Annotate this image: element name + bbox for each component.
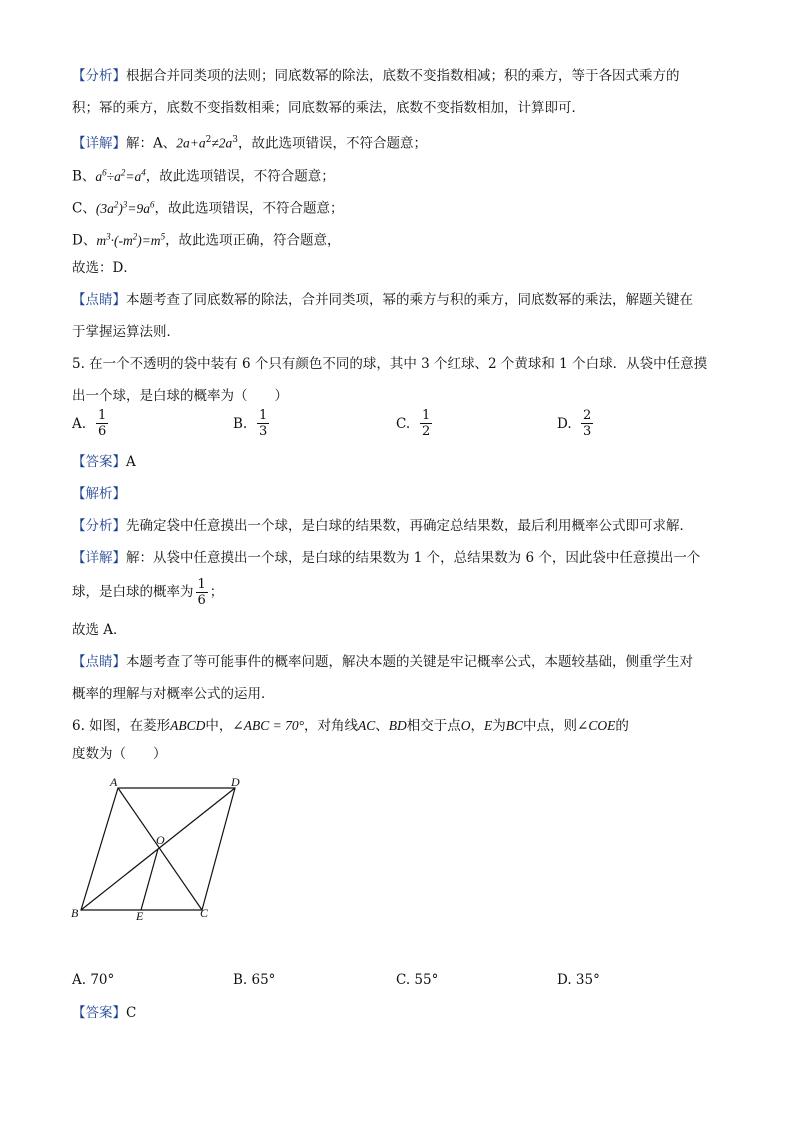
math-expr-a2: ≠2a	[211, 135, 233, 151]
q6-text: 相交于点	[406, 718, 461, 734]
segment-oe	[141, 849, 158, 910]
option-label: B.	[233, 415, 248, 432]
option-b-label: B、	[72, 168, 96, 185]
q6-math: E	[484, 718, 493, 733]
q6-stem-cont: 度数为（ ）	[72, 746, 167, 762]
choose-d: 故选：D．	[72, 260, 137, 276]
label-b: B	[71, 906, 79, 920]
q6-answer	[72, 1003, 136, 1023]
analysis-text-cont: 积；幂的乘方，底数不变指数相乘；同底数幂的乘法，底数不变指数相加，计算即可．	[72, 100, 585, 116]
detail-line-d	[72, 226, 341, 251]
xiangjie-text: 解：从袋中任意摸出一个球，是白球的结果数为 1 个，总结果数为 6 个，因此袋中任意摸出一个	[126, 550, 701, 566]
q5-choose: 故选 A．	[72, 622, 127, 638]
q5-option-a	[72, 408, 110, 439]
q5-xiangjie-cont	[72, 574, 223, 610]
q6-math: ∠ABC = 70°	[232, 718, 304, 733]
detail-d-rest: ，故此选项正确，符合题意，	[165, 232, 341, 249]
xiangjie-tag: 【详解】	[72, 550, 126, 566]
q6-option-d: D. 35°	[557, 972, 600, 988]
analysis-tag: 【解析】	[72, 486, 126, 502]
fenxi-text: 先确定袋中任意摸出一个球，是白球的结果数，再确定总结果数，最后利用概率公式即可求解．	[126, 518, 693, 534]
denominator: 3	[259, 424, 268, 439]
dianjing-tag: 【点睛】	[72, 654, 126, 670]
denominator: 2	[422, 424, 431, 439]
detail-line-b	[72, 162, 335, 187]
fraction	[257, 408, 269, 439]
fraction	[196, 577, 208, 608]
answer-value: A	[126, 454, 136, 470]
comment-text: 本题考查了同底数幂的除法，合并同类项，幂的乘方与积的乘方，同底数幂的乘法，解题关键在	[126, 292, 693, 308]
q6-math: BC	[505, 718, 524, 733]
detail-c-rest: ，故此选项错误，不符合题意；	[154, 200, 344, 217]
denominator: 6	[197, 593, 206, 608]
detail-line-a	[72, 130, 427, 154]
punct: ；	[209, 584, 224, 600]
q6-text: ，	[470, 718, 485, 734]
answer-value: C	[126, 1005, 137, 1021]
label-d: D	[231, 775, 240, 789]
numerator: 1	[422, 408, 431, 423]
q5-dianjing	[72, 652, 693, 672]
q6-option-a: A. 70°	[72, 972, 115, 988]
detail-tag: 【详解】	[72, 135, 126, 152]
label-o: O	[156, 833, 165, 847]
q6-option-b: B. 65°	[233, 972, 276, 988]
q5-analysis-tag	[72, 484, 126, 504]
numerator: 1	[98, 408, 107, 423]
q5-xiangjie	[72, 548, 700, 568]
option-label: C.	[396, 415, 411, 432]
dianjing-text: 本题考查了等可能事件的概率问题，解决本题的关键是牢记概率公式，本题较基础，侧重学生对	[126, 654, 693, 670]
answer-tag: 【答案】	[72, 1005, 126, 1021]
detail-rest: ，故此选项错误，不符合题意；	[238, 135, 428, 152]
q6-text: 为	[492, 718, 506, 734]
label-a: A	[110, 775, 118, 789]
q6-stem	[72, 716, 629, 736]
q5-option-d	[557, 408, 595, 439]
q5-option-c	[396, 408, 434, 439]
analysis-tag: 【分析】	[72, 68, 126, 84]
comment-paragraph	[72, 290, 693, 310]
q6-math: BD	[388, 718, 407, 733]
q6-text: 中，	[205, 718, 233, 734]
analysis-paragraph	[72, 66, 680, 86]
label-c: C	[200, 906, 209, 920]
analysis-text: 根据合并同类项的法则；同底数幂的除法，底数不变指数相减；积的乘方，等于各因式乘方的	[126, 68, 680, 84]
q6-math: ∠COE	[577, 718, 616, 733]
q5-option-b	[233, 408, 271, 439]
comment-tag: 【点睛】	[72, 292, 126, 308]
xiangjie-text-cont: 球，是白球的概率为	[72, 584, 194, 600]
q6-math: O	[460, 718, 471, 733]
q5-answer	[72, 452, 136, 472]
q5-fenxi	[72, 516, 693, 536]
option-d-label: D、	[72, 232, 97, 249]
numerator: 2	[583, 408, 592, 423]
math-expr-c: $(3a^2)^3=9a^6$	[95, 199, 155, 216]
numerator: 1	[259, 408, 268, 423]
detail-text: 解：A、	[126, 135, 177, 152]
fraction	[420, 408, 432, 439]
q6-text: 、	[375, 718, 389, 734]
math-sup: 3	[232, 135, 239, 145]
fraction	[96, 408, 108, 439]
q6-text: ，对角线	[304, 718, 358, 734]
numerator: 1	[197, 577, 206, 592]
denominator: 3	[583, 424, 592, 439]
detail-b-rest: ，故此选项错误，不符合题意；	[145, 168, 335, 185]
label-e: E	[136, 909, 144, 923]
q5-stem-cont: 出一个球，是白球的概率为（ ）	[72, 388, 288, 404]
q6-text: 中点，则	[523, 718, 578, 734]
fraction	[581, 408, 593, 439]
rhombus-figure	[68, 772, 258, 932]
fenxi-tag: 【分析】	[72, 518, 126, 534]
q5-stem: 5. 在一个不透明的袋中装有 6 个只有颜色不同的球，其中 3 个红球、2 个黄球和 1 个白球．从袋中任意摸	[72, 356, 708, 372]
q6-math: AC	[358, 718, 376, 733]
math-expr-a1: 2a+a	[176, 135, 206, 151]
diagonal-ac	[118, 788, 202, 910]
q6-text: 6. 如图，在菱形	[72, 718, 171, 734]
math-sup: 2	[205, 135, 212, 145]
denominator: 6	[98, 424, 107, 439]
comment-text-cont: 于掌握运算法则．	[72, 324, 180, 340]
q6-text: 的	[615, 718, 629, 734]
option-label: D.	[557, 415, 572, 432]
answer-tag: 【答案】	[72, 454, 126, 470]
detail-line-c	[72, 194, 343, 219]
q6-option-c: C. 55°	[396, 972, 439, 988]
math-expr-b: $a^6\div a^2=a^4$	[95, 167, 146, 184]
math-expr-d: $m^3\cdot(-m^2)=m^5$	[96, 231, 166, 248]
q5-dianjing-cont: 概率的理解与对概率公式的运用．	[72, 686, 275, 702]
q6-math: ABCD	[170, 718, 206, 733]
option-c-label: C、	[72, 200, 96, 217]
option-label: A.	[72, 415, 87, 432]
